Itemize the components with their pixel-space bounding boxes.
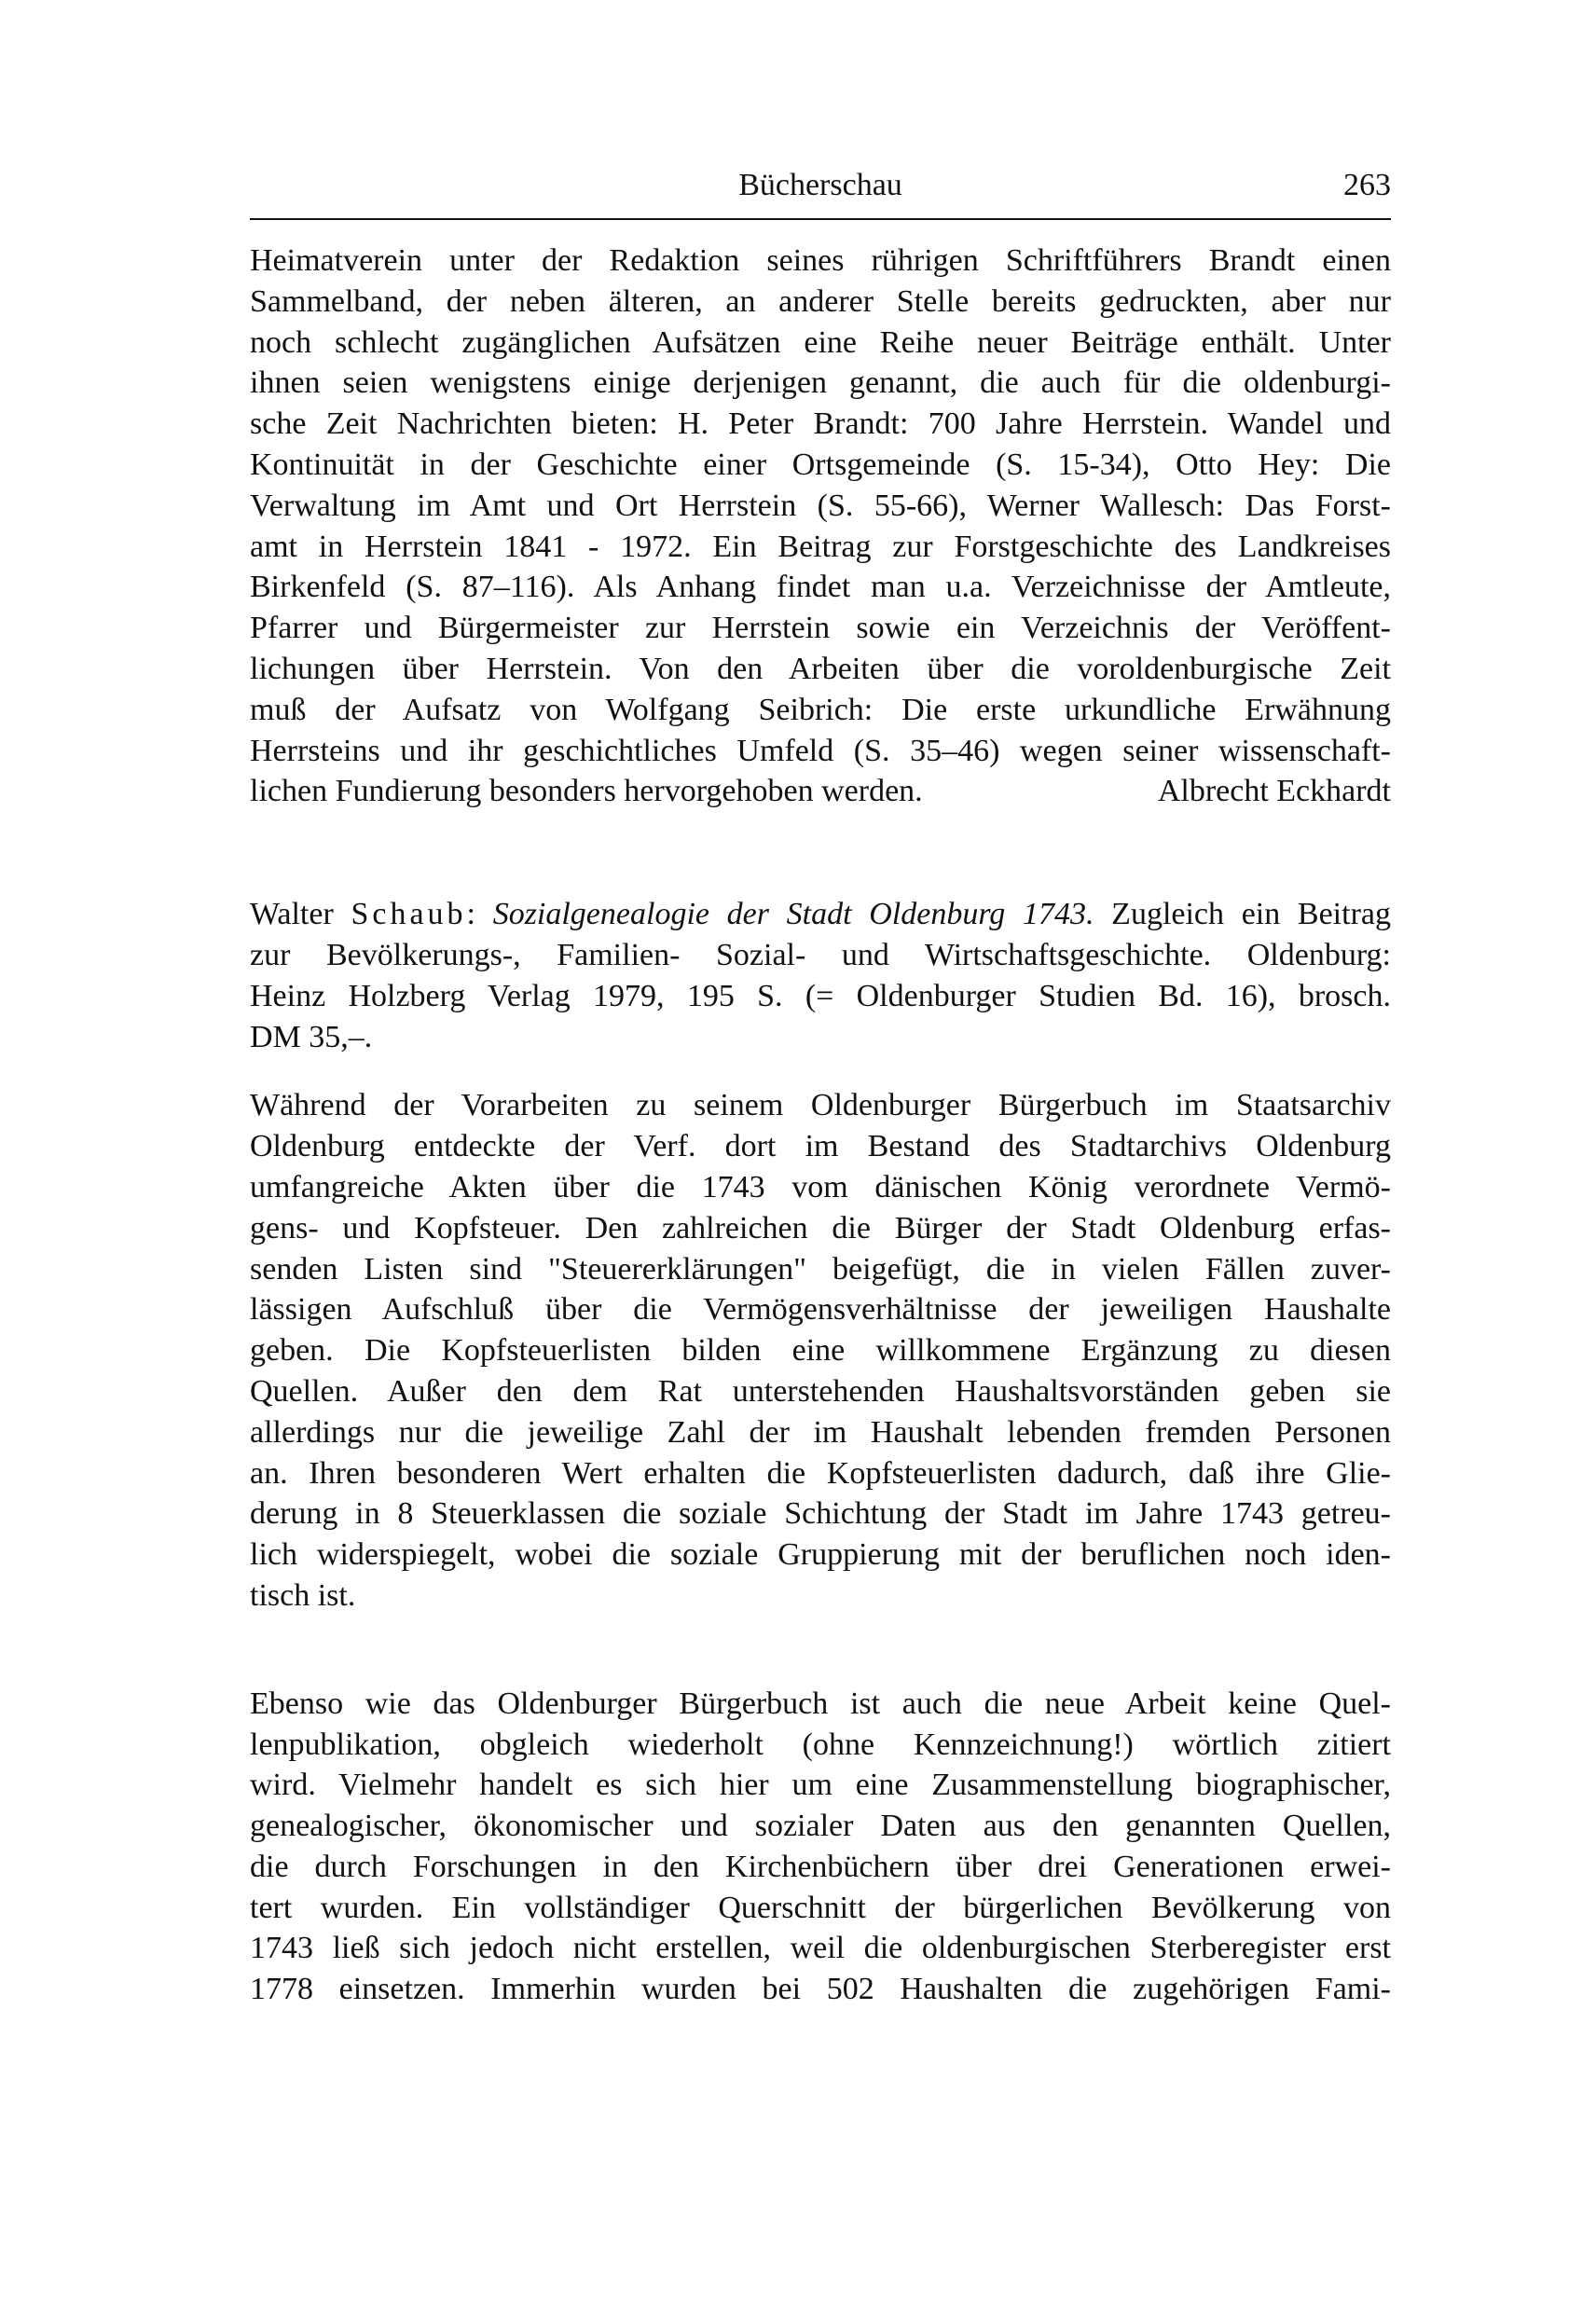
reviewer-signature: Albrecht Eckhardt xyxy=(1157,774,1391,809)
text-line: ihnen seien wenigstens einige derjenigen genannt, die auch für die oldenburgi- xyxy=(250,365,1391,401)
text-line: Ebenso wie das Oldenburger Bürgerbuch ist auch die neue Arbeit keine Quel- xyxy=(250,1686,1391,1721)
page-number: 263 xyxy=(1343,168,1391,202)
running-title: Bücherschau xyxy=(738,168,902,202)
text-line: sche Zeit Nachrichten bieten: H. Peter Brandt: 700 Jahre Herrstein. Wandel und xyxy=(250,406,1391,442)
signature-row xyxy=(250,771,1391,812)
page xyxy=(250,168,1391,2010)
text-line: an. Ihren besonderen Wert erhalten die Kopfsteuerlisten dadurch, daß ihre Glie- xyxy=(250,1455,1391,1491)
text-line: lichen Fundierung besonders hervorgehoben werden. xyxy=(250,774,923,809)
text-line: Sammelband, der neben älteren, an anderer Stelle bereits gedruckten, aber nur xyxy=(250,283,1391,319)
text-line: derung in 8 Steuerklassen die soziale Schichtung der Stadt im Jahre 1743 getreu- xyxy=(250,1496,1391,1532)
text-line: senden Listen sind "Steuererklärungen" beigefügt, die in vielen Fällen zuver- xyxy=(250,1251,1391,1287)
text-line: geben. Die Kopfsteuerlisten bilden eine willkommene Ergänzung zu diesen xyxy=(250,1333,1391,1369)
text-line: allerdings nur die jeweilige Zahl der im Haushalt lebenden fremden Personen xyxy=(250,1414,1391,1450)
citation-line xyxy=(250,894,1391,935)
text-line: lich widerspiegelt, wobei die soziale Gruppierung mit der beruflichen noch iden- xyxy=(250,1537,1391,1573)
section-gap xyxy=(250,812,1391,894)
text-line: Heimatverein unter der Redaktion seines rührigen Schriftführers Brandt einen xyxy=(250,243,1391,278)
text-line: lichungen über Herrstein. Von den Arbeiten über die voroldenburgische Zeit xyxy=(250,651,1391,686)
review-paragraph xyxy=(250,1684,1391,2010)
text-line: Kontinuität in der Geschichte einer Ortsgemeinde (S. 15-34), Otto Hey: Die xyxy=(250,447,1391,482)
text-line: Birkenfeld (S. 87–116). Als Anhang findet man u.a. Verzeichnisse der Amtleute, xyxy=(250,570,1391,605)
book-citation xyxy=(250,894,1391,1057)
review-paragraph xyxy=(250,1085,1391,1616)
citation-author-last: Schaub xyxy=(351,897,467,932)
text-line: umfangreiche Akten über die 1743 vom dänischen König verordnete Vermö- xyxy=(250,1169,1391,1204)
text-line: Während der Vorarbeiten zu seinem Oldenburger Bürgerbuch im Staatsarchiv xyxy=(250,1088,1391,1123)
header-rule xyxy=(250,218,1391,220)
text-line: genealogischer, ökonomischer und sozialer Daten aus den genannten Quellen, xyxy=(250,1809,1391,1844)
citation-line-rest: Zugleich ein Beitrag xyxy=(1111,897,1391,932)
text-line: Oldenburg entdeckte der Verf. dort im Bestand des Stadtarchivs Oldenburg xyxy=(250,1129,1391,1164)
running-head xyxy=(250,168,1391,214)
text-line: Verwaltung im Amt und Ort Herrstein (S. 55-66), Werner Wallesch: Das Forst- xyxy=(250,488,1391,523)
text-line: muß der Aufsatz von Wolfgang Seibrich: Die erste urkundliche Erwähnung xyxy=(250,692,1391,727)
paragraph-gap xyxy=(250,1617,1391,1684)
text-line: Pfarrer und Bürgermeister zur Herrstein sowie ein Verzeichnis der Veröffent- xyxy=(250,611,1391,646)
text-line: tisch ist. xyxy=(250,1577,356,1613)
review-continuation xyxy=(250,241,1391,812)
text-line: noch schlecht zugänglichen Aufsätzen eine Reihe neuer Beiträge enthält. Unter xyxy=(250,324,1391,360)
text-line: tert wurden. Ein vollständiger Querschnitt der bürgerlichen Bevölkerung von xyxy=(250,1890,1391,1925)
citation-line: Heinz Holzberg Verlag 1979, 195 S. (= Oldenburger Studien Bd. 16), brosch. xyxy=(250,978,1391,1013)
text-line: lässigen Aufschluß über die Vermögensverhältnisse der jeweiligen Haushalte xyxy=(250,1292,1391,1328)
text-line: wird. Vielmehr handelt es sich hier um eine Zusammenstellung biographischer, xyxy=(250,1768,1391,1803)
text-line: die durch Forschungen in den Kirchenbüchern über drei Generationen erwei- xyxy=(250,1849,1391,1884)
text-line: gens- und Kopfsteuer. Den zahlreichen die Bürger der Stadt Oldenburg erfas- xyxy=(250,1210,1391,1245)
citation-line: zur Bevölkerungs-, Familien- Sozial- und Wirtschaftsgeschichte. Oldenburg: xyxy=(250,937,1391,972)
text-line: 1778 einsetzen. Immerhin wurden bei 502 Haushalten die zugehörigen Fami- xyxy=(250,1972,1391,2007)
citation-title: Sozialgenealogie der Stadt Oldenburg 1743. xyxy=(492,897,1094,932)
paragraph-gap xyxy=(250,1057,1391,1085)
citation-line: DM 35,–. xyxy=(250,1019,373,1054)
text-line: Herrsteins und ihr geschichtliches Umfeld (S. 35–46) wegen seiner wissenschaft- xyxy=(250,733,1391,768)
text-line: 1743 ließ sich jedoch nicht erstellen, weil die oldenburgischen Sterberegister erst xyxy=(250,1931,1391,1966)
text-line: amt in Herrstein 1841 - 1972. Ein Beitrag zur Forstgeschichte des Landkreises xyxy=(250,529,1391,564)
text-line: lenpublikation, obgleich wiederholt (ohne Kennzeichnung!) wörtlich zitiert xyxy=(250,1727,1391,1762)
citation-separator: : xyxy=(466,897,475,932)
text-line: Quellen. Außer den dem Rat unterstehenden Haushaltsvorständen geben sie xyxy=(250,1373,1391,1409)
citation-author-first: Walter xyxy=(250,897,334,932)
